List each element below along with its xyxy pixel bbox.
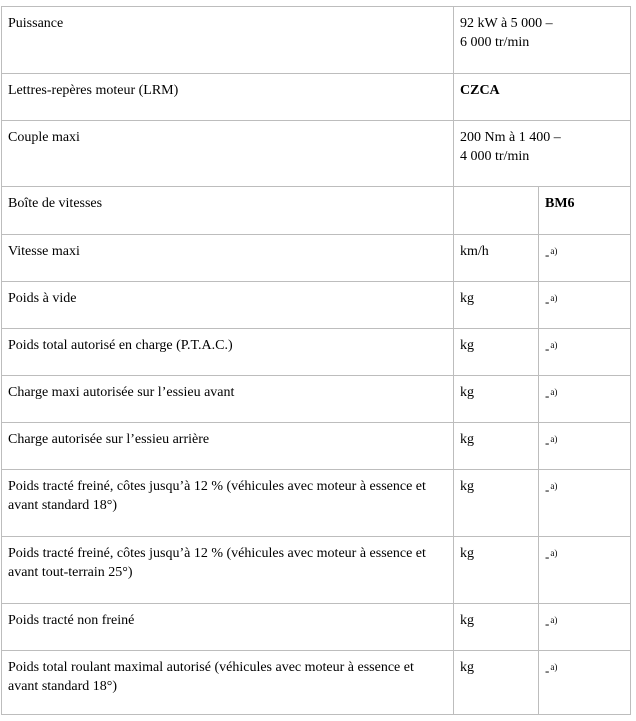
- footnote-marker: a): [550, 293, 558, 303]
- value-dash: -: [545, 435, 550, 450]
- row-label: Poids à vide: [2, 282, 454, 329]
- row-label: Puissance: [2, 7, 454, 74]
- table-row: [2, 235, 631, 282]
- row-value: [539, 537, 631, 604]
- table-row: [2, 376, 631, 423]
- value-dash: -: [545, 247, 550, 262]
- row-unit: [454, 187, 539, 235]
- footnote-marker: a): [550, 434, 558, 444]
- row-label: Charge autorisée sur l’essieu arrière: [2, 423, 454, 470]
- table-row: [2, 537, 631, 604]
- row-unit: kg: [454, 282, 539, 329]
- row-unit: km/h: [454, 235, 539, 282]
- row-label: Boîte de vitesses: [2, 187, 454, 235]
- table-row: [2, 282, 631, 329]
- footnote-marker: a): [550, 246, 558, 256]
- row-value: [539, 651, 631, 715]
- footnote-marker: a): [550, 548, 558, 558]
- row-value: [539, 282, 631, 329]
- table-row: [2, 329, 631, 376]
- row-label: Lettres-repères moteur (LRM): [2, 74, 454, 121]
- table-row: [2, 121, 631, 187]
- row-label: Poids tracté freiné, côtes jusqu’à 12 % (véhicules avec moteur à essence et avant tout-terrain 25°): [2, 537, 454, 604]
- row-value: [539, 470, 631, 537]
- row-value: BM6: [539, 187, 631, 235]
- value-dash: -: [545, 341, 550, 356]
- table-row: [2, 7, 631, 74]
- value-dash: -: [545, 663, 550, 678]
- row-unit: kg: [454, 376, 539, 423]
- row-label: Couple maxi: [2, 121, 454, 187]
- table-row: [2, 604, 631, 651]
- row-label: Vitesse maxi: [2, 235, 454, 282]
- footnote-marker: a): [550, 387, 558, 397]
- row-label: Poids total autorisé en charge (P.T.A.C.): [2, 329, 454, 376]
- row-unit: kg: [454, 470, 539, 537]
- row-unit: kg: [454, 604, 539, 651]
- row-value: 200 Nm à 1 400 – 4 000 tr/min: [454, 121, 631, 187]
- row-label: Poids tracté freiné, côtes jusqu’à 12 % (véhicules avec moteur à essence et avant standard 18°): [2, 470, 454, 537]
- row-unit: kg: [454, 329, 539, 376]
- table-row: [2, 187, 631, 235]
- row-unit: kg: [454, 651, 539, 715]
- row-value: 92 kW à 5 000 – 6 000 tr/min: [454, 7, 631, 74]
- row-value: [539, 604, 631, 651]
- table-row: [2, 651, 631, 715]
- footnote-marker: a): [550, 662, 558, 672]
- row-value: [539, 423, 631, 470]
- footnote-marker: a): [550, 615, 558, 625]
- row-unit: kg: [454, 423, 539, 470]
- table-row: [2, 423, 631, 470]
- footnote-marker: a): [550, 481, 558, 491]
- row-label: Charge maxi autorisée sur l’essieu avant: [2, 376, 454, 423]
- specifications-table: [1, 6, 631, 715]
- row-value: [539, 329, 631, 376]
- row-value: [539, 376, 631, 423]
- table-row: [2, 74, 631, 121]
- row-label: Poids tracté non freiné: [2, 604, 454, 651]
- row-unit: kg: [454, 537, 539, 604]
- row-value: [539, 235, 631, 282]
- row-value: CZCA: [454, 74, 631, 121]
- table-row: [2, 470, 631, 537]
- value-dash: -: [545, 549, 550, 564]
- value-dash: -: [545, 294, 550, 309]
- value-dash: -: [545, 482, 550, 497]
- footnote-marker: a): [550, 340, 558, 350]
- value-dash: -: [545, 616, 550, 631]
- value-dash: -: [545, 388, 550, 403]
- row-label: Poids total roulant maximal autorisé (véhicules avec moteur à essence et avant standard 18°): [2, 651, 454, 715]
